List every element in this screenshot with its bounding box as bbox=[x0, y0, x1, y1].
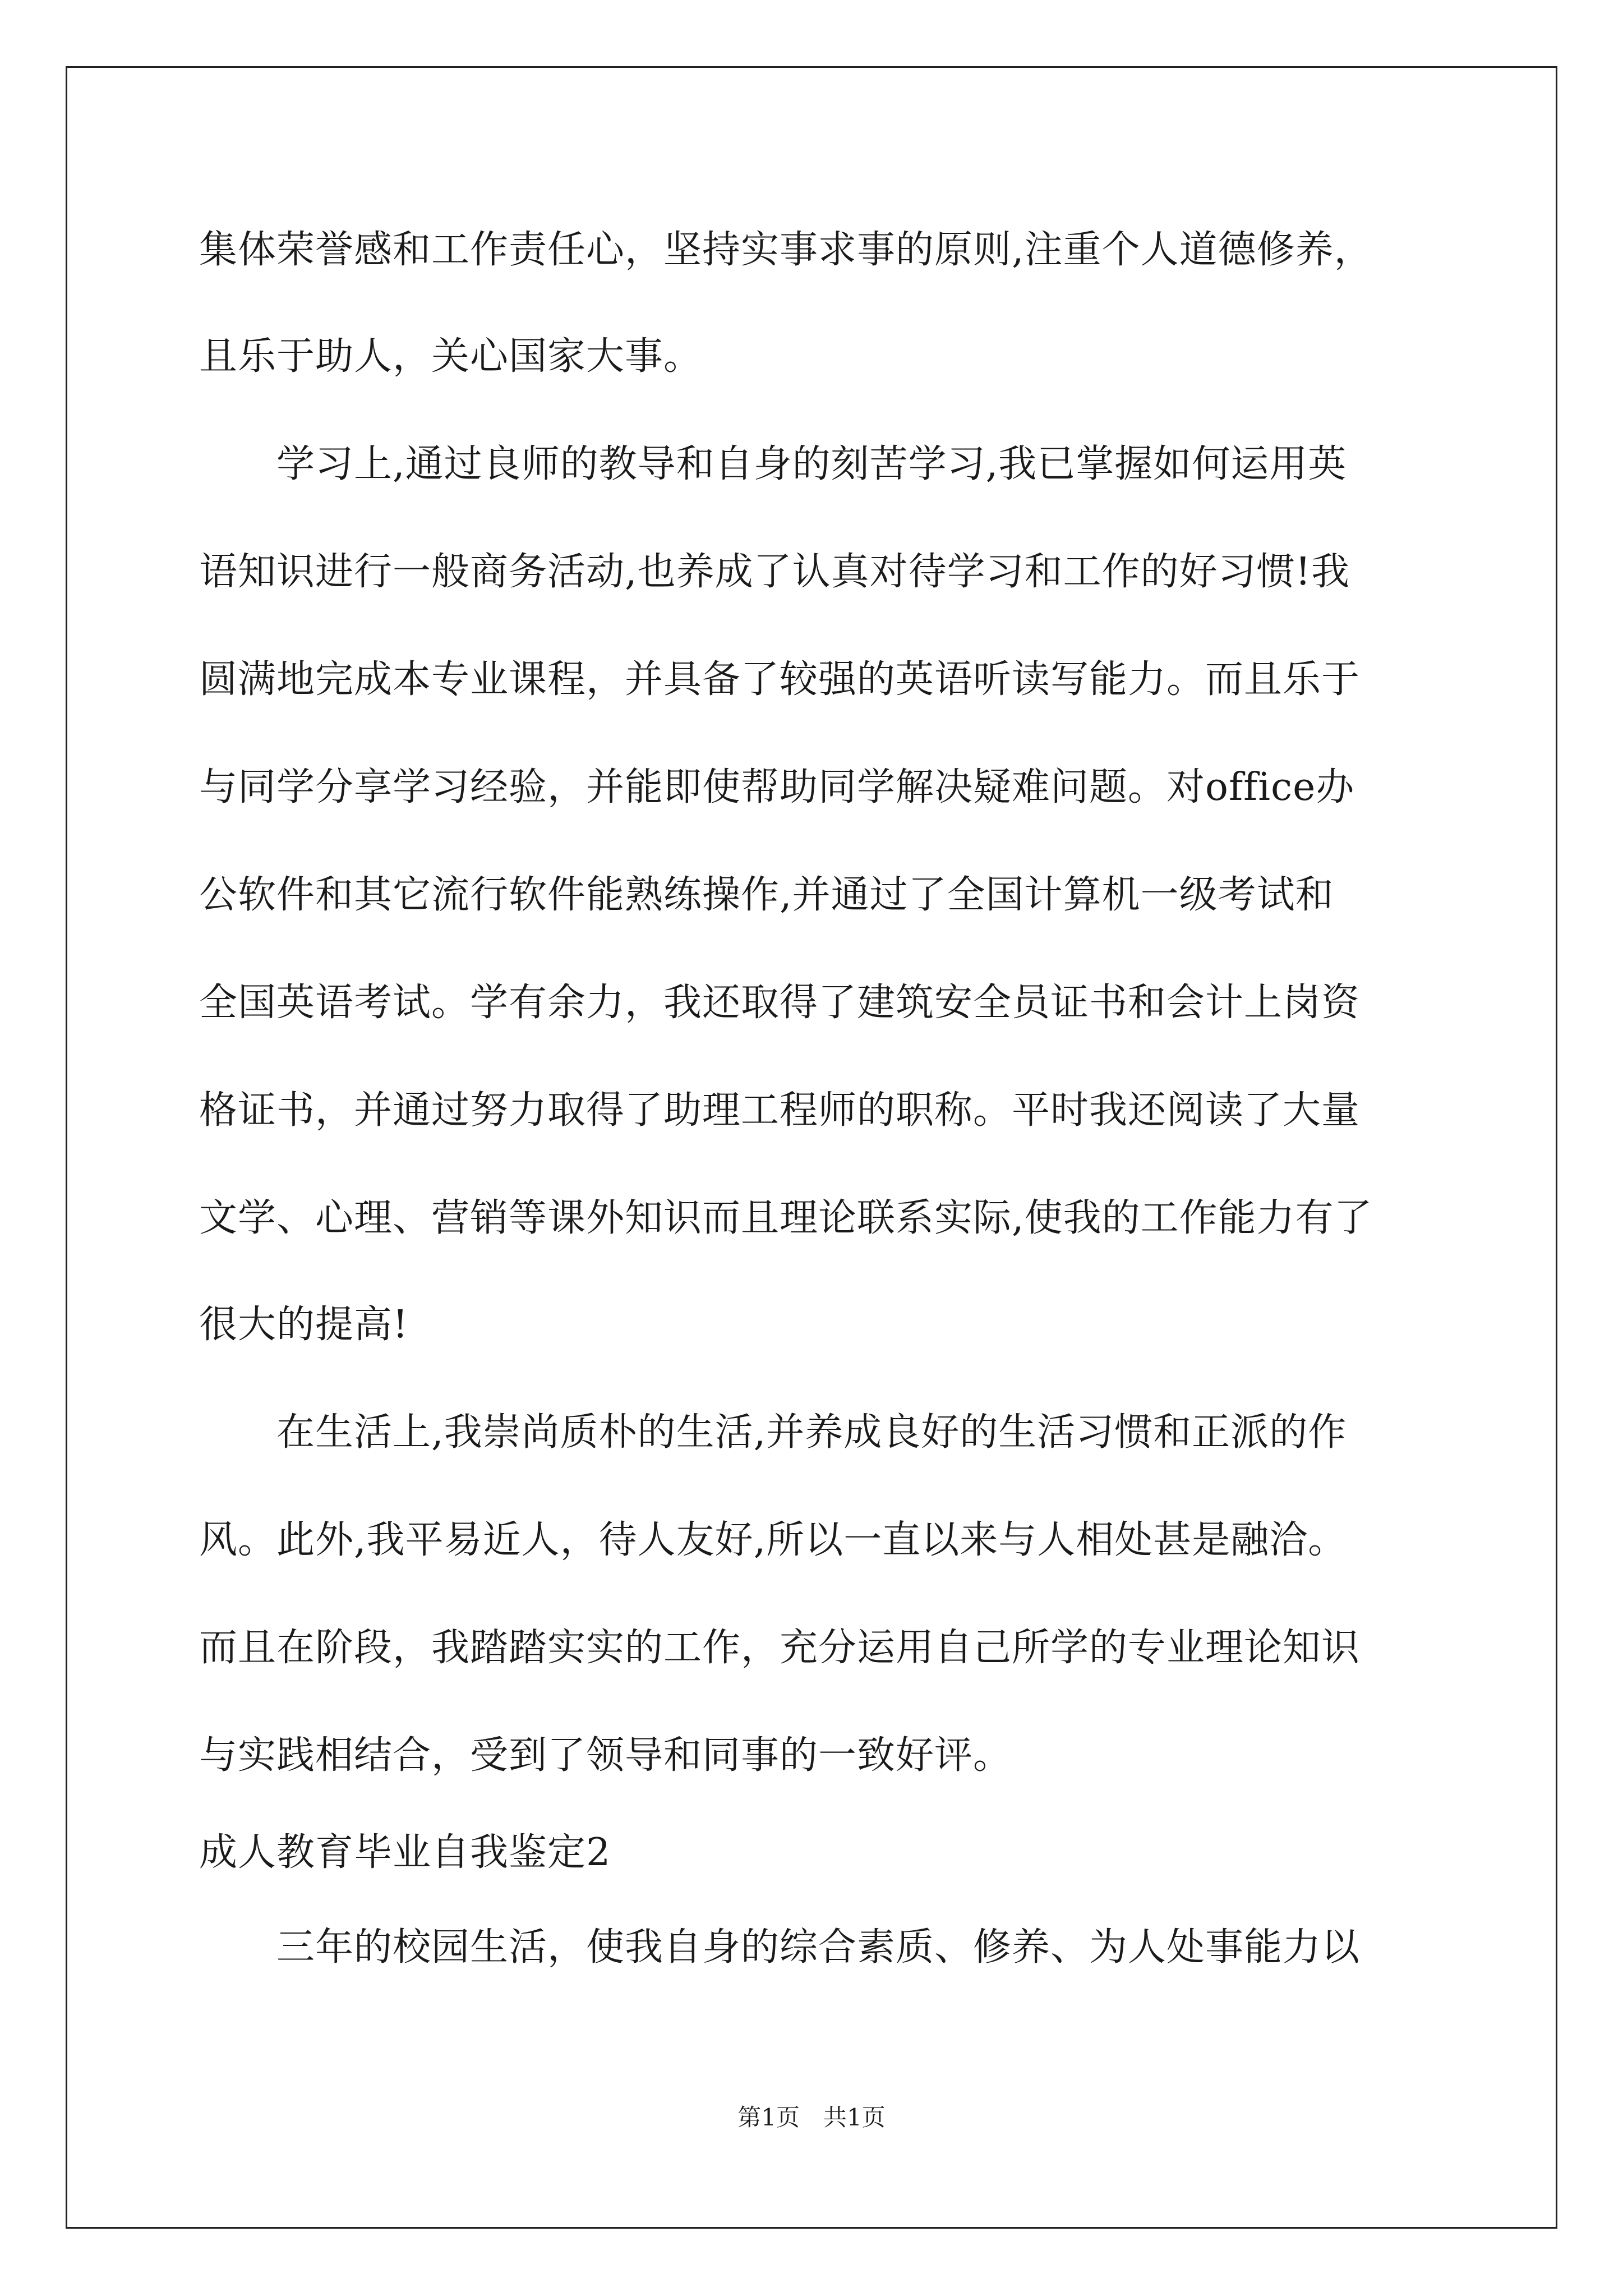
text-line: 格证书，并通过努力取得了助理工程师的职称。平时我还阅读了大量 bbox=[199, 1088, 1361, 1133]
text-line: 集体荣誉感和工作责任心，坚持实事求事的原则,注重个人道德修养， bbox=[199, 228, 1373, 272]
text-line: 公软件和其它流行软件能熟练操作,并通过了全国计算机一级考试和 bbox=[199, 873, 1334, 917]
section-heading: 成人教育毕业自我鉴定2 bbox=[199, 1830, 611, 1875]
text-line: 风。此外,我平易近人，待人友好,所以一直以来与人相处甚是融洽。 bbox=[199, 1518, 1347, 1562]
text-line: 全国英语考试。学有余力，我还取得了建筑安全员证书和会计上岗资 bbox=[199, 981, 1361, 1025]
text-line: 在生活上,我崇尚质朴的生活,并养成良好的生活习惯和正派的作 bbox=[199, 1410, 1347, 1455]
text-line: 且乐于助人，关心国家大事。 bbox=[199, 334, 703, 379]
text-line: 文学、心理、营销等课外知识而且理论联系实际,使我的工作能力有了 bbox=[199, 1196, 1373, 1240]
text-line: 学习上,通过良师的教导和自身的刻苦学习,我已掌握如何运用英 bbox=[199, 442, 1347, 486]
page-number-footer: 第1页 共1页 bbox=[737, 2104, 886, 2131]
text-line: 语知识进行一般商务活动,也养成了认真对待学习和工作的好习惯!我 bbox=[199, 550, 1350, 594]
text-line: 三年的校园生活，使我自身的综合素质、修养、为人处事能力以 bbox=[199, 1925, 1361, 1970]
text-line: 与同学分享学习经验，并能即使帮助同学解决疑难问题。对office办 bbox=[199, 765, 1355, 809]
text-line: 很大的提高! bbox=[199, 1303, 409, 1347]
text-line: 圆满地完成本专业课程，并具备了较强的英语听读写能力。而且乐于 bbox=[199, 657, 1361, 702]
text-line: 与实践相结合，受到了领导和同事的一致好评。 bbox=[199, 1733, 1012, 1778]
text-line: 而且在阶段，我踏踏实实的工作，充分运用自己所学的专业理论知识 bbox=[199, 1626, 1361, 1670]
page-border bbox=[66, 66, 1557, 2229]
